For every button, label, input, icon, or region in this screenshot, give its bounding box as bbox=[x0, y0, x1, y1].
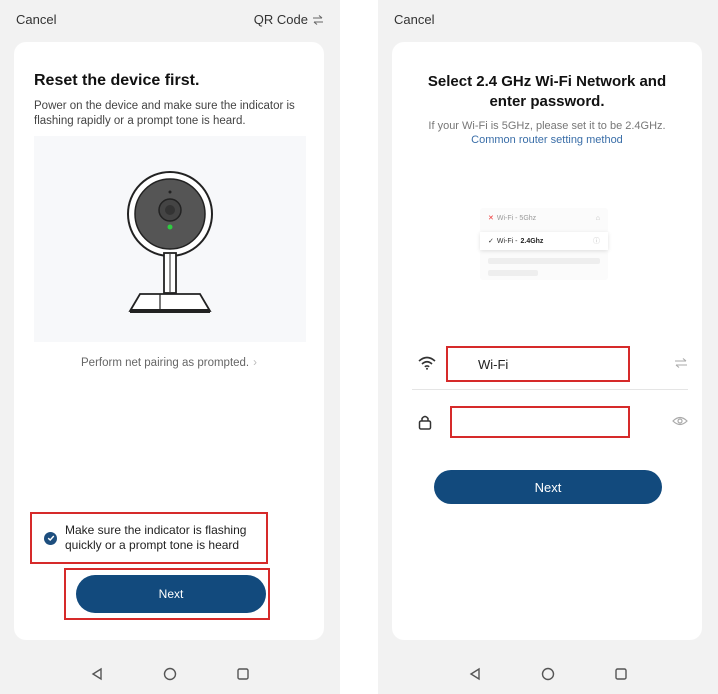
blurred-row bbox=[488, 258, 600, 264]
field-divider bbox=[412, 389, 688, 390]
chevron-right-icon: › bbox=[253, 357, 257, 369]
wifi-field-row bbox=[412, 346, 688, 386]
left-topbar bbox=[16, 12, 324, 32]
page-title: Reset the device first. bbox=[34, 72, 200, 89]
recents-nav-icon[interactable] bbox=[614, 667, 628, 681]
left-screen bbox=[0, 0, 340, 694]
check-circle-icon bbox=[44, 532, 57, 545]
x-icon: ✕ bbox=[488, 215, 494, 222]
reset-card bbox=[14, 42, 324, 640]
wifi-24ghz-row bbox=[480, 232, 608, 250]
qr-code-label: QR Code bbox=[253, 12, 308, 27]
home-nav-icon[interactable] bbox=[541, 667, 555, 681]
system-navbar bbox=[0, 654, 340, 694]
pairing-hint-link[interactable] bbox=[14, 357, 324, 369]
wifi-24ghz-band: 2.4Ghz bbox=[520, 237, 544, 245]
qr-code-button[interactable] bbox=[254, 12, 324, 27]
system-navbar bbox=[378, 654, 718, 694]
wifi-icon bbox=[418, 356, 436, 370]
camera-icon bbox=[34, 136, 306, 342]
right-topbar bbox=[394, 12, 702, 32]
wifi-subtitle: If your Wi-Fi is 5GHz, please set it to be 2.4GHz. bbox=[428, 120, 666, 132]
wifi-name-input[interactable] bbox=[446, 346, 630, 382]
camera-illustration bbox=[34, 136, 306, 342]
wifi-5ghz-label: Wi-Fi - 5Ghz bbox=[496, 214, 537, 222]
info-icon: ⓘ bbox=[593, 238, 600, 245]
lock-wifi-icon: ⌂ bbox=[595, 214, 600, 222]
password-input[interactable] bbox=[450, 406, 630, 438]
home-nav-icon[interactable] bbox=[163, 667, 177, 681]
page-title: Select 2.4 GHz Wi-Fi Network and enter password. bbox=[427, 73, 667, 110]
password-field-row bbox=[412, 402, 688, 442]
next-button[interactable]: Next bbox=[76, 575, 266, 613]
lock-icon bbox=[418, 414, 432, 430]
wifi-5ghz-row bbox=[488, 214, 600, 222]
check-icon: ✓ bbox=[488, 238, 494, 245]
next-button[interactable]: Next bbox=[434, 470, 662, 504]
router-settings-link[interactable]: Common router setting method bbox=[471, 134, 623, 146]
cancel-button[interactable]: Cancel bbox=[16, 12, 57, 27]
reset-description: Power on the device and make sure the indicator is flashing rapidly or a prompt tone is heard. bbox=[34, 100, 295, 127]
cancel-button[interactable]: Cancel bbox=[394, 12, 435, 27]
eye-icon[interactable] bbox=[672, 416, 688, 426]
wifi-card bbox=[392, 42, 702, 640]
confirm-label: Make sure the indicator is flashing quickly or a prompt tone is heard bbox=[65, 523, 247, 552]
wifi-24ghz-prefix: Wi-Fi - bbox=[496, 237, 518, 245]
right-screen bbox=[378, 0, 718, 694]
swap-icon[interactable] bbox=[674, 358, 688, 368]
blurred-row bbox=[488, 270, 538, 276]
confirm-checkbox[interactable] bbox=[30, 512, 268, 564]
wifi-list-illustration bbox=[480, 208, 608, 280]
pairing-hint-label: Perform net pairing as prompted. bbox=[81, 357, 250, 369]
recents-nav-icon[interactable] bbox=[236, 667, 250, 681]
back-nav-icon[interactable] bbox=[468, 667, 482, 681]
swap-icon bbox=[312, 15, 324, 25]
back-nav-icon[interactable] bbox=[90, 667, 104, 681]
next-highlight bbox=[64, 568, 270, 620]
